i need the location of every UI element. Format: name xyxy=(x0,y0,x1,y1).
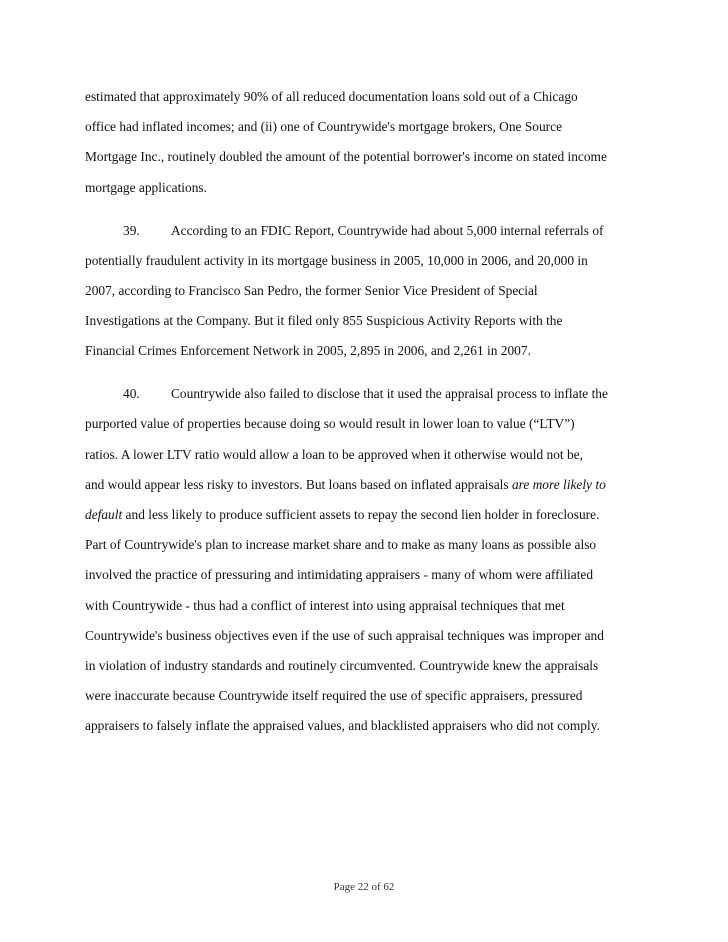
text-line: purported value of properties because doing so would result in lower loan to value (“LTV”) xyxy=(85,416,575,432)
text-line: involved the practice of pressuring and intimidating appraisers - many of whom were affiliated xyxy=(85,567,594,583)
text-line: ratios. A lower LTV ratio would allow a loan to be approved when it otherwise would not be, xyxy=(85,446,583,462)
paragraph-number: 40. xyxy=(123,386,140,402)
paragraph-number: 39. xyxy=(123,222,140,238)
text-line: 2007, according to Francisco San Pedro, the former Senior Vice President of Special xyxy=(85,282,538,298)
text-line: mortgage applications. xyxy=(85,179,207,195)
text-line: with Countrywide - thus had a conflict of interest into using appraisal techniques that met xyxy=(85,597,565,613)
text-line: Financial Crimes Enforcement Network in 2005, 2,895 in 2006, and 2,261 in 2007. xyxy=(85,343,531,359)
text-line xyxy=(85,470,647,500)
text-line: potentially fraudulent activity in its mortgage business in 2005, 10,000 in 2006, and 20,000 in xyxy=(85,252,588,268)
text-line: Part of Countrywide's plan to increase market share and to make as many loans as possible also xyxy=(85,537,597,553)
text-line xyxy=(85,379,647,409)
text-segment: According to an FDIC Report, Countrywide had about 5,000 internal referrals of xyxy=(171,222,604,238)
paragraph-gap xyxy=(85,366,647,379)
italic-emphasis: are more likely to xyxy=(511,476,606,492)
text-segment: and less likely to produce sufficient assets to repay the second lien holder in foreclosure. xyxy=(122,507,600,523)
text-line: Mortgage Inc., routinely doubled the amount of the potential borrower's income on stated income xyxy=(85,149,607,165)
text-line: in violation of industry standards and routinely circumvented. Countrywide knew the appraisals xyxy=(85,657,599,673)
paragraph-38-continued xyxy=(85,82,647,203)
paragraph-gap xyxy=(85,203,647,216)
text-line xyxy=(85,500,647,530)
text-segment: Countrywide also failed to disclose that it used the appraisal process to inflate the xyxy=(171,386,608,402)
text-line: were inaccurate because Countrywide itself required the use of specific appraisers, pressured xyxy=(85,688,583,704)
text-line: Investigations at the Company. But it filed only 855 Suspicious Activity Reports with the xyxy=(85,313,563,329)
text-line xyxy=(85,216,647,246)
text-segment: and would appear less risky to investors. But loans based on inflated appraisals xyxy=(85,476,512,492)
page-number-footer: Page 22 of 62 xyxy=(333,881,395,893)
paragraph-39 xyxy=(85,216,647,367)
italic-emphasis: default xyxy=(85,507,123,523)
paragraph-40 xyxy=(85,379,647,741)
text-line: appraisers to falsely inflate the appraised values, and blacklisted appraisers who did not comply. xyxy=(85,718,600,734)
text-line: office had inflated incomes; and (ii) one of Countrywide's mortgage brokers, One Source xyxy=(85,119,563,135)
text-line: Countrywide's business objectives even if the use of such appraisal techniques was improper and xyxy=(85,627,604,643)
text-line: estimated that approximately 90% of all reduced documentation loans sold out of a Chicago xyxy=(85,89,578,104)
document-body xyxy=(85,82,647,742)
